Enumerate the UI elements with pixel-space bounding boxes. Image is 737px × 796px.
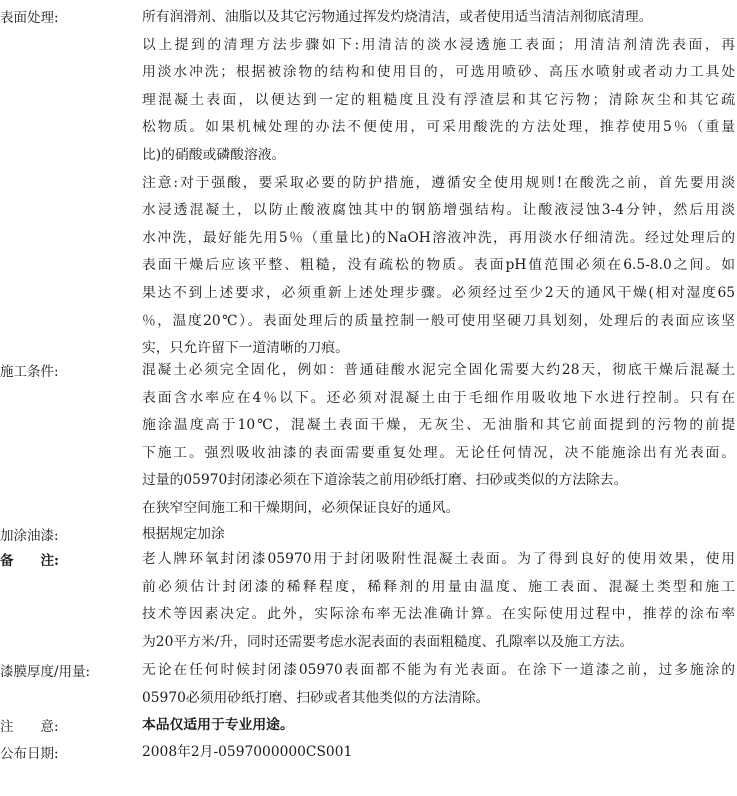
section-label-surface-treatment: 表面处理: (0, 10, 59, 26)
section-body-recoat (142, 521, 735, 549)
section-label-application-conditions: 施工条件: (0, 364, 59, 380)
section-body-application-conditions (142, 357, 735, 523)
paragraph-line: 水冲洗，最好能先用5％（重量比)的NaOH溶液冲洗，再用淡水仔细清洗。经过处理后的 (142, 229, 735, 246)
paragraph-line: 注意:对于强酸，要采取必要的防护措施，遵循安全使用规则!在酸洗之前，首先要用淡 (142, 174, 735, 191)
section-label-publish-date: 公布日期: (0, 746, 59, 762)
paragraph-line: 理混凝土表面，以便达到一定的粗糙度且没有浮渣层和其它污物；清除灰尘和其它疏 (142, 91, 735, 108)
paragraph-line: 无论在任何时候封闭漆05970表面都不能为有光表面。在涂下一道漆之前，过多施涂的 (142, 662, 735, 678)
section-body-surface-treatment (142, 4, 735, 363)
section-label-caution: 注 意: (0, 719, 59, 735)
paragraph-line: 为20平方米/升，同时还需要考虑水泥表面的表面粗糙度、孔隙率以及施工方法。 (142, 633, 634, 650)
paragraph-line: 下施工。强烈吸收油漆的表面需要重复处理。无论任何情况，决不能施涂出有光表面。 (142, 444, 735, 461)
paragraph-line: 前必须估计封闭漆的稀释程度，稀释剂的用量由温度、施工表面、混凝土类型和施工 (142, 578, 735, 595)
paragraph-line: 所有润滑剂、油脂以及其它污物通过挥发灼烧清洁，或者使用适当清洁剂彻底清理。 (142, 9, 653, 25)
section-body-caution (142, 712, 735, 740)
publish-date-value: 2008年2月-0597000000CS001 (142, 744, 353, 760)
paragraph-line: 老人牌环氧封闭漆05970用于封闭吸附性混凝土表面。为了得到良好的使用效果，使用 (142, 551, 735, 567)
paragraph-line: 表面含水率应在4％以下。还必须对混凝土由于毛细作用吸收地下水进行控制。只有在 (142, 389, 735, 406)
paragraph-line: 混凝土必须完全固化，例如：普通硅酸水泥完全固化需要大约28天，彻底干燥后混凝土 (142, 362, 735, 378)
section-label-remarks: 备 注: (0, 553, 59, 569)
paragraph-line: 比)的硝酸或磷酸溶液。 (142, 146, 286, 163)
paragraph-line: 05970必须用砂纸打磨、扫砂或者其他类似的方法清除。 (142, 689, 490, 706)
paragraph-line: 施涂温度高于10℃，混凝土表面干燥，无灰尘、无油脂和其它前面提到的污物的前提 (142, 417, 735, 434)
paragraph-line: 过量的05970封闭漆必须在下道涂装之前用砂纸打磨、扫砂或类似的方法除去。 (142, 472, 628, 489)
section-body-remarks (142, 546, 735, 656)
section-body-publish-date (142, 739, 735, 767)
paragraph-line: 果达不到上述要求，必须重新上述处理步骤。必须经过至少2天的通风干燥(相对湿度65 (142, 284, 735, 301)
paragraph-line: ％，温度20℃）。表面处理后的质量控制一般可使用坚硬刀具划刻，处理后的表面应该坚 (142, 312, 735, 329)
paragraph-line: 技术等因素决定。此外，实际涂布率无法准确计算。在实际使用过程中，推荐的涂布率 (142, 606, 735, 623)
paragraph-line: 表面干燥后应该平整、粗糙，没有疏松的物质。表面pH值范围必须在6.5-8.0之间。如 (142, 257, 735, 274)
paragraph-line: 以上提到的清理方法步骤如下:用清洁的淡水浸透施工表面；用清洁剂清洗表面，再 (142, 36, 735, 53)
paragraph-line: 本品仅适用于专业用途。 (142, 717, 294, 733)
section-body-film-thickness (142, 657, 735, 712)
paragraph-line: 在狭窄空间施工和干燥期间，必须保证良好的通风。 (142, 499, 460, 516)
paragraph-line: 用淡水冲洗；根据被涂物的结构和使用目的，可选用喷砂、高压水喷射或者动力工具处 (142, 64, 735, 81)
paragraph-line: 根据规定加涂 (142, 526, 225, 542)
section-label-film-thickness: 漆膜厚度/用量: (0, 664, 91, 680)
paragraph-line: 水浸透混凝土，以防止酸液腐蚀其中的钢筋增强结构。让酸液浸蚀3-4分钟，然后用淡 (142, 202, 735, 219)
section-label-recoat: 加涂油漆: (0, 528, 59, 544)
paragraph-line: 松物质。如果机械处理的办法不便使用，可采用酸洗的方法处理，推荐使用5％（重量 (142, 119, 735, 136)
paragraph-line: 实，只允许留下一道清晰的刀痕。 (142, 340, 349, 357)
